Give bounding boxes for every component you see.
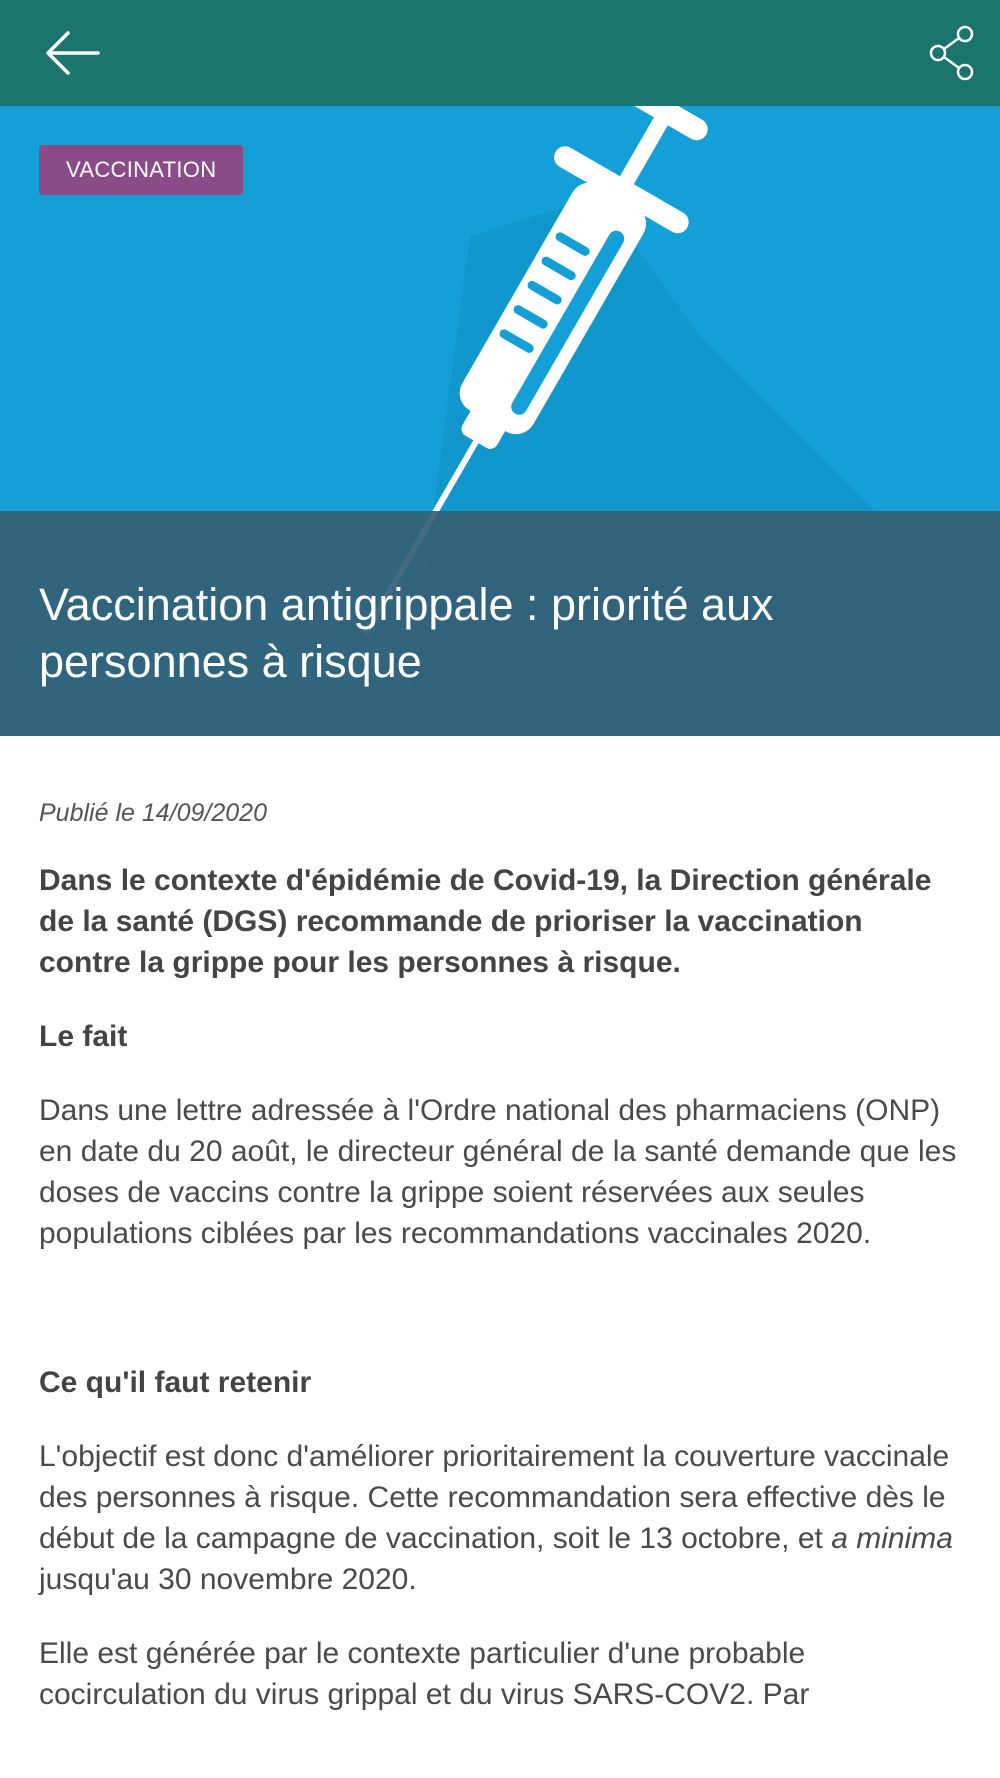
publication-date: Publié le 14/09/2020 [39, 799, 267, 827]
section-paragraph-context: Elle est générée par le contexte particulier d'une probable cocirculation du virus grippal et du virus SARS-COV2. Par [39, 1637, 810, 1711]
article-lead: Dans le contexte d'épidémie de Covid-19, la Direction générale de la santé (DGS) recommande de prioriser la vaccination contre la grippe pour les personnes à risque. [39, 864, 932, 979]
section-heading-le-fait: Le fait [39, 1020, 128, 1053]
hero-banner [0, 106, 1000, 736]
share-icon [929, 25, 975, 81]
section-paragraph-retenir [39, 1436, 970, 1600]
section-heading-retenir: Ce qu'il faut retenir [39, 1366, 312, 1399]
emphasis-text: a minima [831, 1522, 953, 1555]
app-bar [0, 0, 1000, 106]
article-content [39, 796, 970, 1715]
share-button[interactable] [916, 20, 988, 86]
paragraph-text-end: jusqu'au 30 novembre 2020. [39, 1522, 970, 1596]
article-title: Vaccination antigrippale : priorité aux personnes à risque [39, 579, 774, 687]
category-badge[interactable]: VACCINATION [39, 145, 243, 195]
arrow-left-icon [44, 31, 100, 75]
back-button[interactable] [36, 20, 108, 86]
section-paragraph-le-fait: Dans une lettre adressée à l'Ordre national des pharmaciens (ONP) en date du 20 août, le directeur général de la santé demande que les doses de vaccins contre la grippe soient réservées aux seules populations ciblées par les recommandations vaccinales 2020. [39, 1094, 957, 1250]
paragraph-text: L'objectif est donc d'améliorer prioritairement la couverture vaccinale des personnes à risque. Cette recommandation sera effective dès le début de la campagne de vaccination, soit le 13 octobre, et [39, 1440, 950, 1555]
